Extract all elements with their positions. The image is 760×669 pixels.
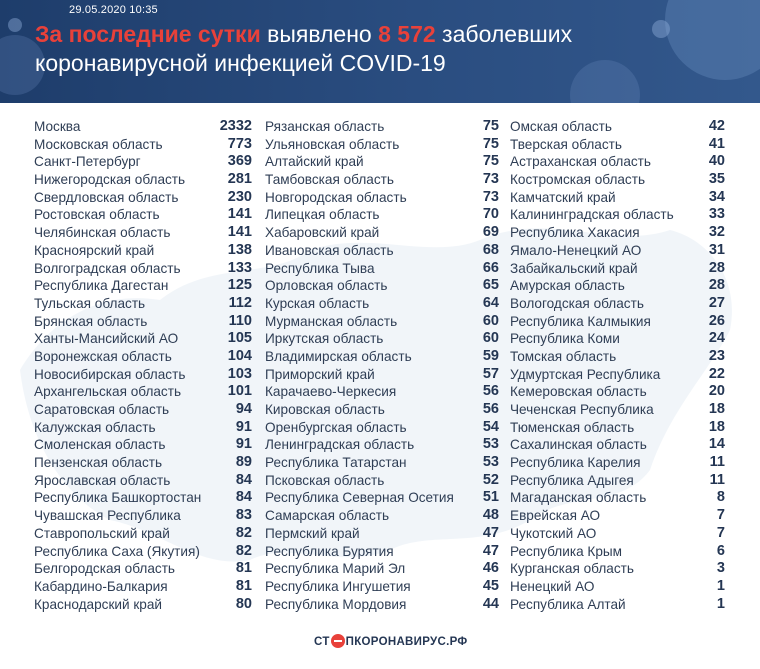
case-count: 57 [482,365,499,382]
region-name: Краснодарский край [34,596,163,612]
region-name: Камчатский край [510,189,616,205]
region-row [510,224,725,242]
region-row [265,313,499,331]
region-name: Липецкая область [265,207,380,223]
region-name: Ростовская область [34,207,160,223]
region-name: Кабардино-Балкария [34,578,168,594]
region-row [510,366,725,384]
case-count: 133 [227,259,252,276]
region-name: Омская область [510,119,612,134]
region-row [34,596,252,614]
region-name: Амурская область [510,278,625,294]
region-row [34,277,252,295]
region-row [510,330,725,348]
region-name: Орловская область [265,278,388,294]
region-name: Псковская область [265,472,385,488]
region-name: Республика Карелия [510,455,641,471]
region-row [34,153,252,171]
region-row [34,348,252,366]
region-row [265,596,499,614]
case-count: 47 [482,524,499,541]
case-count: 101 [227,383,252,400]
case-count: 14 [708,436,725,453]
region-row [265,489,499,507]
region-row [34,295,252,313]
region-name: Курганская область [510,561,634,577]
case-count: 24 [708,330,725,347]
case-count: 60 [482,330,499,347]
region-row [510,313,725,331]
region-row [265,578,499,596]
case-count: 11 [709,471,725,488]
case-count: 60 [482,312,499,329]
region-row [34,136,252,154]
region-name: Свердловская область [34,189,179,205]
case-count: 75 [482,135,499,152]
region-name: Новгородская область [265,189,407,205]
case-count: 59 [482,347,499,364]
case-count: 91 [235,418,252,435]
title-text: выявлено [260,21,379,47]
region-name: Томская область [510,348,617,364]
region-row [34,507,252,525]
case-count: 1 [716,577,725,594]
region-name: Новосибирская область [34,366,186,382]
region-row [34,472,252,490]
region-row [510,171,725,189]
case-count: 2332 [219,118,252,134]
region-name: Сахалинская область [510,437,647,453]
title-text: заболевших [435,21,573,47]
region-name: Белгородская область [34,561,176,577]
case-count: 27 [708,294,725,311]
region-row [265,419,499,437]
region-row [34,383,252,401]
case-count: 18 [708,418,725,435]
footer [0,625,760,669]
region-row [34,401,252,419]
region-row [265,118,499,136]
region-name: Архангельская область [34,384,182,400]
case-count: 89 [235,454,252,471]
region-row [34,419,252,437]
region-row [265,206,499,224]
case-count: 81 [235,577,252,594]
case-count: 20 [708,383,725,400]
region-row [510,118,725,136]
region-row [265,189,499,207]
region-row [34,118,252,136]
case-count: 40 [708,153,725,170]
region-row [265,171,499,189]
region-name: Московская область [34,136,163,152]
region-row [34,206,252,224]
region-row [510,419,725,437]
case-count: 80 [235,595,252,612]
case-count: 66 [482,259,499,276]
region-name: Пензенская область [34,455,163,471]
region-row [510,242,725,260]
region-name: Смоленская область [34,437,166,453]
region-name: Воронежская область [34,348,172,364]
case-count: 75 [482,153,499,170]
region-name: Волгоградская область [34,260,181,276]
region-name: Забайкальский край [510,260,638,276]
region-row [265,295,499,313]
region-name: Хабаровский край [265,225,380,241]
case-count: 28 [708,259,725,276]
case-count: 84 [235,471,252,488]
region-row [265,348,499,366]
region-name: Санкт-Петербург [34,154,141,170]
case-count: 41 [708,135,725,152]
region-name: Республика Коми [510,331,620,347]
case-count: 69 [482,224,499,241]
page-title [35,21,572,48]
virus-icon [8,18,22,32]
case-count: 11 [709,454,725,471]
case-count: 369 [227,153,252,170]
region-row [265,472,499,490]
region-name: Республика Хакасия [510,225,640,241]
region-row [510,153,725,171]
case-count: 51 [482,489,499,506]
case-count: 22 [708,365,725,382]
region-name: Еврейская АО [510,508,601,524]
case-count: 125 [227,277,252,294]
region-row [510,260,725,278]
title-highlight: За последние сутки [35,21,261,47]
region-name: Республика Башкортостан [34,490,202,506]
case-count: 81 [235,560,252,577]
region-name: Ивановская область [265,242,394,258]
case-count: 53 [482,436,499,453]
page-subtitle: коронавирусной инфекцией COVID-19 [35,50,446,76]
case-count: 18 [708,401,725,417]
region-row [34,224,252,242]
region-row [510,206,725,224]
case-count: 23 [708,347,725,364]
region-row [510,578,725,596]
case-count: 82 [235,524,252,541]
region-row [265,454,499,472]
case-count: 91 [235,436,252,453]
region-row [265,224,499,242]
region-name: Республика Крым [510,543,623,559]
case-count: 42 [708,118,725,134]
case-count: 110 [228,312,252,329]
region-row [34,171,252,189]
region-row [265,260,499,278]
case-count: 7 [716,524,725,541]
region-name: Ставропольский край [34,525,170,541]
virus-icon [652,20,670,38]
region-row [34,578,252,596]
region-row [34,560,252,578]
region-row [265,136,499,154]
region-row [510,383,725,401]
case-count: 73 [482,171,499,188]
region-name: Калужская область [34,419,156,435]
case-count: 104 [227,347,252,364]
region-name: Тульская область [34,295,146,311]
case-count: 46 [482,560,499,577]
case-count: 773 [227,135,252,152]
region-name: Республика Марий Эл [265,561,406,577]
region-name: Карачаево-Черкесия [265,384,397,400]
region-name: Курская область [265,295,370,311]
region-name: Республика Алтай [510,596,626,612]
region-row [265,242,499,260]
region-name: Вологодская область [510,295,644,311]
region-name: Чувашская Республика [34,508,181,524]
region-name: Иркутская область [265,331,384,347]
region-name: Ямало-Ненецкий АО [510,242,642,258]
region-name: Кировская область [265,402,385,417]
region-row [265,401,499,419]
region-row [510,489,725,507]
region-name: Алтайский край [265,154,364,170]
region-name: Удмуртская Республика [510,366,661,382]
stopcoronavirus-logo [314,634,468,648]
region-row [510,472,725,490]
case-count: 56 [482,383,499,400]
region-row [34,313,252,331]
region-row [265,366,499,384]
case-count: 7 [716,507,725,524]
region-name: Саратовская область [34,402,170,417]
region-name: Тамбовская область [265,172,394,188]
region-row [34,330,252,348]
region-row [510,295,725,313]
region-name: Магаданская область [510,490,647,506]
region-row [510,436,725,454]
case-count: 31 [708,241,725,258]
region-name: Чукотский АО [510,525,597,541]
region-name: Ульяновская область [265,136,400,152]
region-name: Костромская область [510,172,646,188]
region-row [510,507,725,525]
case-count: 52 [482,471,499,488]
region-row [265,507,499,525]
case-count: 32 [708,224,725,241]
case-count: 48 [482,507,499,524]
region-row [265,543,499,561]
case-count: 56 [482,401,499,417]
virus-icon [570,60,640,103]
region-name: Республика Тыва [265,260,375,276]
case-count: 230 [227,188,252,205]
total-cases-number: 8 572 [378,21,436,47]
region-name: Кемеровская область [510,384,647,400]
case-count: 94 [235,401,252,417]
region-name: Оренбургская область [265,419,407,435]
case-count: 1 [716,595,725,612]
region-row [34,436,252,454]
case-count: 112 [228,294,252,311]
region-name: Тюменская область [510,419,635,435]
region-name: Ярославская область [34,472,171,488]
region-name: Брянская область [34,313,148,329]
region-row [510,596,725,614]
case-count: 105 [227,330,252,347]
logo-text: СТ [314,636,330,648]
region-row [265,383,499,401]
region-name: Ханты-Мансийский АО [34,331,179,347]
regions-column-2 [265,118,499,613]
region-name: Мурманская область [265,313,398,329]
region-row [34,366,252,384]
case-count: 141 [227,206,252,223]
region-name: Владимирская область [265,348,412,364]
timestamp: 29.05.2020 10:35 [69,4,158,16]
case-count: 84 [235,489,252,506]
region-name: Москва [34,119,81,134]
region-name: Республика Мордовия [265,596,407,612]
region-row [265,277,499,295]
virus-icon [665,0,760,80]
stop-sign-icon [331,634,345,648]
region-name: Ленинградская область [265,437,415,453]
region-name: Астраханская область [510,154,651,170]
logo-text: ПКОРОНАВИРУС.РФ [345,636,468,648]
region-row [265,525,499,543]
case-count: 83 [235,507,252,524]
case-count: 26 [708,312,725,329]
case-count: 54 [482,418,499,435]
case-count: 64 [482,294,499,311]
region-name: Красноярский край [34,242,155,258]
region-row [34,525,252,543]
case-count: 6 [716,542,725,559]
region-name: Калининградская область [510,207,674,223]
region-row [510,543,725,561]
case-count: 47 [482,542,499,559]
case-count: 28 [708,277,725,294]
region-name: Пермский край [265,525,360,541]
region-name: Республика Бурятия [265,543,394,559]
case-count: 53 [482,454,499,471]
region-name: Челябинская область [34,225,171,241]
region-row [510,136,725,154]
region-name: Республика Адыгея [510,472,634,488]
case-count: 65 [482,277,499,294]
header-banner [0,0,760,103]
case-count: 281 [227,171,252,188]
region-name: Рязанская область [265,119,385,134]
case-count: 75 [482,118,499,134]
region-row [265,330,499,348]
region-row [34,454,252,472]
case-count: 34 [708,188,725,205]
region-name: Нижегородская область [34,172,186,188]
region-name: Республика Саха (Якутия) [34,543,200,559]
region-name: Республика Северная Осетия [265,490,454,506]
region-row [510,454,725,472]
region-name: Республика Ингушетия [265,578,411,594]
region-row [510,277,725,295]
regions-column-1 [34,118,252,613]
region-row [34,260,252,278]
region-row [34,189,252,207]
case-count: 45 [482,577,499,594]
region-row [265,436,499,454]
region-row [510,560,725,578]
case-count: 138 [227,241,252,258]
case-count: 33 [708,206,725,223]
case-count: 82 [235,542,252,559]
region-name: Тверская область [510,136,622,152]
regions-column-3 [510,118,725,613]
region-row [510,189,725,207]
case-count: 35 [708,171,725,188]
case-count: 68 [482,241,499,258]
region-name: Республика Калмыкия [510,313,651,329]
region-row [265,153,499,171]
region-row [265,560,499,578]
region-row [510,525,725,543]
region-row [510,401,725,419]
case-count: 44 [482,595,499,612]
case-count: 70 [482,206,499,223]
case-count: 141 [227,224,252,241]
region-row [34,489,252,507]
region-row [510,348,725,366]
region-name: Республика Дагестан [34,278,169,294]
case-count: 8 [716,489,725,506]
case-count: 3 [716,560,725,577]
region-name: Самарская область [265,508,390,524]
region-name: Республика Татарстан [265,455,407,471]
region-name: Приморский край [265,366,375,382]
case-count: 103 [227,365,252,382]
region-row [34,242,252,260]
region-name: Ненецкий АО [510,578,595,594]
case-count: 73 [482,188,499,205]
region-row [34,543,252,561]
region-name: Чеченская Республика [510,402,654,417]
